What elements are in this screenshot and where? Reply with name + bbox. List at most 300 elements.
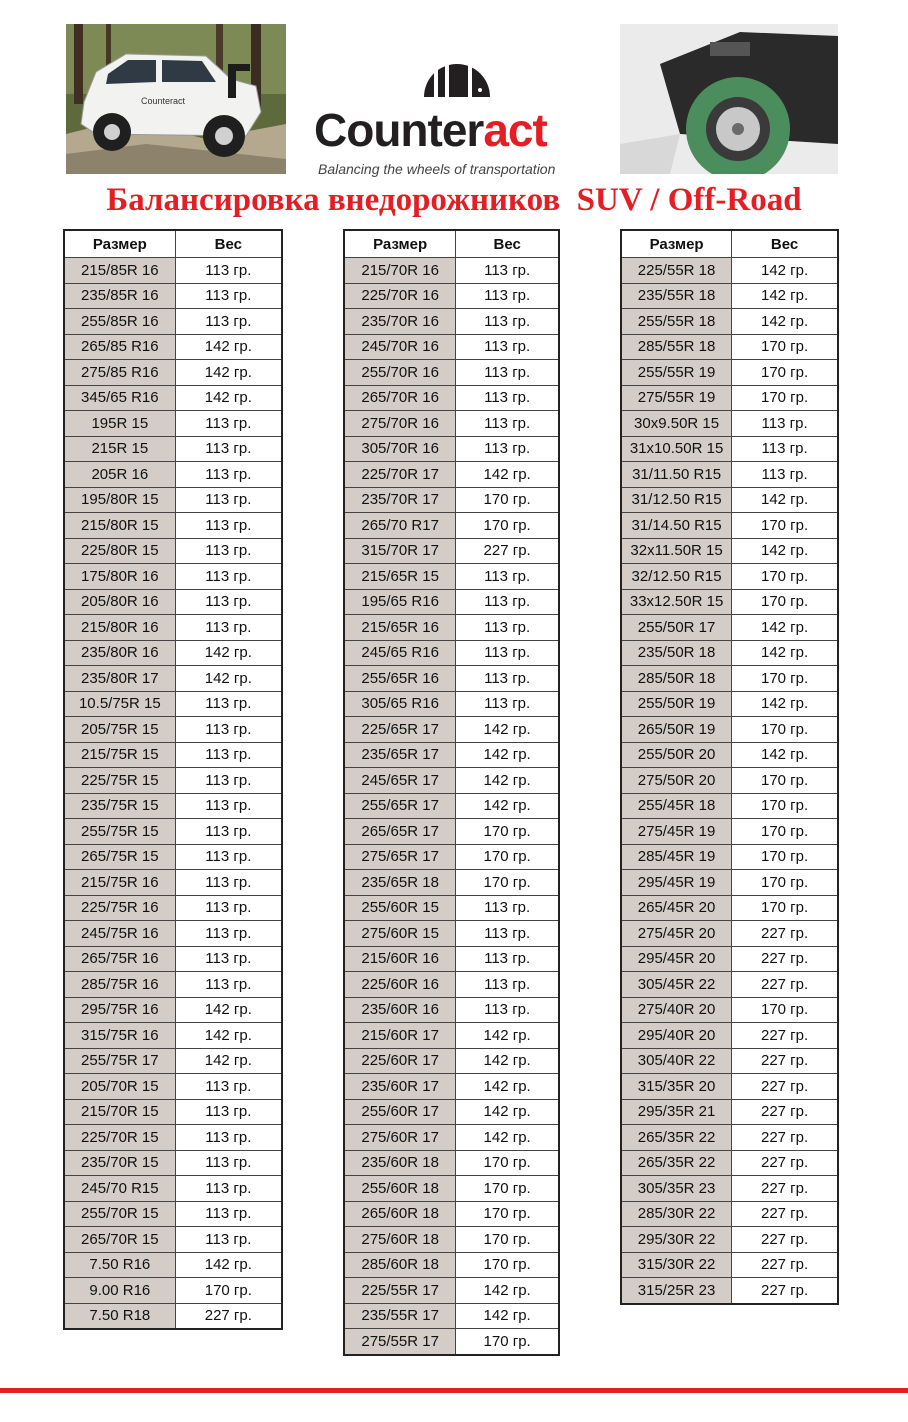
logo-tagline: Balancing the wheels of transportation (318, 161, 556, 177)
table-row (344, 258, 559, 284)
tire-size-cell: 315/35R 20 (621, 1074, 732, 1100)
table-row (64, 1150, 282, 1176)
weight-cell: 113 гр. (175, 793, 282, 819)
weight-cell: 113 гр. (175, 462, 282, 488)
tire-size-cell: 295/75R 16 (64, 997, 175, 1023)
tire-size-cell: 205R 16 (64, 462, 175, 488)
weight-cell: 227 гр. (456, 538, 559, 564)
tire-size-cell: 275/65R 17 (344, 844, 456, 870)
table-row (64, 1278, 282, 1304)
table-row (621, 1278, 838, 1304)
table-row (64, 309, 282, 335)
tire-size-cell: 215/60R 16 (344, 946, 456, 972)
table-row (621, 1048, 838, 1074)
tire-size-cell: 275/60R 18 (344, 1227, 456, 1253)
weight-cell: 142 гр. (456, 1048, 559, 1074)
tire-size-cell: 205/80R 16 (64, 589, 175, 615)
weight-cell: 113 гр. (175, 411, 282, 437)
weight-cell: 113 гр. (175, 564, 282, 590)
weight-cell: 170 гр. (732, 819, 838, 845)
tire-size-cell: 225/70R 16 (344, 283, 456, 309)
table-row (64, 895, 282, 921)
weight-cell: 142 гр. (456, 742, 559, 768)
tire-size-cell: 215/70R 16 (344, 258, 456, 284)
weight-cell: 113 гр. (456, 360, 559, 386)
tire-size-cell: 255/85R 16 (64, 309, 175, 335)
tire-size-cell: 195/65 R16 (344, 589, 456, 615)
table-row (64, 334, 282, 360)
weight-cell: 142 гр. (456, 1278, 559, 1304)
table-row (64, 1176, 282, 1202)
weight-cell: 170 гр. (456, 1176, 559, 1202)
table-row (344, 691, 559, 717)
tire-size-cell: 295/45R 19 (621, 870, 732, 896)
table-row (64, 768, 282, 794)
tire-size-cell: 215/60R 17 (344, 1023, 456, 1049)
tire-size-cell: 265/75R 15 (64, 844, 175, 870)
weight-cell: 142 гр. (732, 615, 838, 641)
weight-cell: 142 гр. (732, 742, 838, 768)
weight-cell: 170 гр. (456, 1252, 559, 1278)
tire-size-cell: 265/85 R16 (64, 334, 175, 360)
table-row (64, 844, 282, 870)
tire-size-cell: 235/70R 15 (64, 1150, 175, 1176)
table-row (64, 742, 282, 768)
tire-size-cell: 255/50R 20 (621, 742, 732, 768)
table-row (344, 360, 559, 386)
weight-cell: 113 гр. (456, 615, 559, 641)
weight-cell: 113 гр. (456, 589, 559, 615)
tire-size-cell: 255/45R 18 (621, 793, 732, 819)
weight-cell: 227 гр. (732, 1227, 838, 1253)
weight-cell: 227 гр. (732, 1176, 838, 1202)
page-headline: Балансировка внедорожников SUV / Off-Road (106, 182, 802, 218)
tire-size-cell: 315/75R 16 (64, 1023, 175, 1049)
tire-size-cell: 305/65 R16 (344, 691, 456, 717)
table-row (64, 1099, 282, 1125)
table-row (64, 615, 282, 641)
weight-cell: 113 гр. (175, 819, 282, 845)
table-row (344, 844, 559, 870)
tire-size-cell: 305/45R 22 (621, 972, 732, 998)
tire-size-cell: 255/70R 16 (344, 360, 456, 386)
table-row (621, 1125, 838, 1151)
tire-size-cell: 31/11.50 R15 (621, 462, 732, 488)
tire-size-cell: 275/45R 19 (621, 819, 732, 845)
table-row (621, 1150, 838, 1176)
weight-cell: 113 гр. (175, 1125, 282, 1151)
table-row (621, 640, 838, 666)
tire-size-cell: 215R 15 (64, 436, 175, 462)
weight-cell: 113 гр. (175, 921, 282, 947)
tire-size-cell: 215/80R 15 (64, 513, 175, 539)
tire-size-cell: 285/60R 18 (344, 1252, 456, 1278)
tire-size-cell: 255/65R 16 (344, 666, 456, 692)
weight-cell: 113 гр. (456, 436, 559, 462)
tire-size-cell: 215/65R 16 (344, 615, 456, 641)
tire-size-cell: 275/50R 20 (621, 768, 732, 794)
tire-size-cell: 255/70R 15 (64, 1201, 175, 1227)
weight-cell: 170 гр. (456, 487, 559, 513)
tire-size-cell: 265/70 R17 (344, 513, 456, 539)
tire-size-cell: 295/45R 20 (621, 946, 732, 972)
car-decal-text: Counteract (141, 96, 186, 106)
table-row (344, 462, 559, 488)
table-row (621, 1176, 838, 1202)
table-row (64, 513, 282, 539)
table-row (344, 1176, 559, 1202)
tire-size-cell: 305/40R 22 (621, 1048, 732, 1074)
tire-size-cell: 31x10.50R 15 (621, 436, 732, 462)
table-row (621, 717, 838, 743)
weight-cell: 113 гр. (175, 1074, 282, 1100)
weight-header: Вес (456, 230, 559, 258)
table-row (621, 997, 838, 1023)
weight-header: Вес (732, 230, 838, 258)
suv-photo-left (66, 24, 286, 174)
tire-size-cell: 9.00 R16 (64, 1278, 175, 1304)
weight-cell: 170 гр. (732, 564, 838, 590)
table-row (621, 946, 838, 972)
tire-size-cell: 275/45R 20 (621, 921, 732, 947)
tire-size-cell: 255/55R 18 (621, 309, 732, 335)
tire-size-cell: 295/30R 22 (621, 1227, 732, 1253)
table-row (344, 1252, 559, 1278)
table-row (64, 972, 282, 998)
weight-cell: 142 гр. (175, 997, 282, 1023)
table-row (64, 589, 282, 615)
weight-cell: 142 гр. (456, 1099, 559, 1125)
table-row (344, 487, 559, 513)
weight-cell: 142 гр. (732, 538, 838, 564)
weight-cell: 113 гр. (175, 283, 282, 309)
table-row (344, 1099, 559, 1125)
weight-cell: 227 гр. (732, 1252, 838, 1278)
weight-cell: 142 гр. (732, 691, 838, 717)
weight-cell: 170 гр. (732, 793, 838, 819)
table-row (344, 589, 559, 615)
weight-cell: 113 гр. (175, 615, 282, 641)
weight-cell: 113 гр. (175, 513, 282, 539)
table-row (621, 513, 838, 539)
weight-cell: 113 гр. (175, 1176, 282, 1202)
weight-cell: 142 гр. (732, 309, 838, 335)
weight-cell: 170 гр. (456, 1150, 559, 1176)
weight-cell: 170 гр. (732, 385, 838, 411)
weight-cell: 113 гр. (175, 309, 282, 335)
tire-size-cell: 255/60R 15 (344, 895, 456, 921)
weight-table-1 (63, 229, 283, 1330)
table-row (621, 921, 838, 947)
table-row (621, 283, 838, 309)
table-row (64, 691, 282, 717)
table-row (621, 334, 838, 360)
weight-cell: 142 гр. (175, 360, 282, 386)
table-row (64, 666, 282, 692)
tire-size-cell: 265/70R 16 (344, 385, 456, 411)
tire-size-cell: 225/60R 17 (344, 1048, 456, 1074)
weight-cell: 113 гр. (456, 921, 559, 947)
weight-cell: 113 гр. (175, 258, 282, 284)
tire-size-cell: 235/55R 18 (621, 283, 732, 309)
size-header: Размер (344, 230, 456, 258)
tire-size-cell: 235/50R 18 (621, 640, 732, 666)
table-row (344, 946, 559, 972)
weight-header: Вес (175, 230, 282, 258)
table-row (64, 1252, 282, 1278)
table-row (344, 640, 559, 666)
table-row (621, 972, 838, 998)
weight-cell: 113 гр. (175, 717, 282, 743)
tire-size-cell: 265/70R 15 (64, 1227, 175, 1253)
weight-cell: 227 гр. (175, 1303, 282, 1329)
table-row (621, 360, 838, 386)
weight-cell: 113 гр. (175, 1150, 282, 1176)
tire-size-cell: 7.50 R16 (64, 1252, 175, 1278)
table-row (344, 921, 559, 947)
table-row (621, 1074, 838, 1100)
tire-size-cell: 255/75R 15 (64, 819, 175, 845)
tire-size-cell: 205/70R 15 (64, 1074, 175, 1100)
tire-size-cell: 245/70 R15 (64, 1176, 175, 1202)
counteract-logo (312, 60, 582, 180)
table-row (621, 436, 838, 462)
weight-cell: 113 гр. (456, 283, 559, 309)
tire-size-cell: 275/85 R16 (64, 360, 175, 386)
weight-cell: 170 гр. (732, 717, 838, 743)
weight-cell: 142 гр. (175, 666, 282, 692)
weight-cell: 142 гр. (456, 1074, 559, 1100)
tire-size-cell: 285/45R 19 (621, 844, 732, 870)
weight-cell: 113 гр. (456, 895, 559, 921)
table-row (344, 385, 559, 411)
tire-size-cell: 255/55R 19 (621, 360, 732, 386)
weight-cell: 113 гр. (456, 385, 559, 411)
table-row (344, 768, 559, 794)
table-row (621, 538, 838, 564)
tire-size-cell: 275/55R 19 (621, 385, 732, 411)
tire-size-cell: 265/35R 22 (621, 1125, 732, 1151)
weight-cell: 113 гр. (175, 538, 282, 564)
table-row (344, 666, 559, 692)
tire-size-cell: 315/70R 17 (344, 538, 456, 564)
weight-cell: 142 гр. (456, 1125, 559, 1151)
tire-size-cell: 265/50R 19 (621, 717, 732, 743)
table-row (621, 258, 838, 284)
table-row (344, 1329, 559, 1355)
weight-cell: 142 гр. (456, 717, 559, 743)
table-row (621, 589, 838, 615)
weight-cell: 142 гр. (456, 793, 559, 819)
tire-size-cell: 225/55R 17 (344, 1278, 456, 1304)
table-row (621, 1252, 838, 1278)
table-row (64, 793, 282, 819)
weight-cell: 113 гр. (456, 258, 559, 284)
table-row (344, 1023, 559, 1049)
size-header: Размер (621, 230, 732, 258)
weight-cell: 142 гр. (732, 258, 838, 284)
table-row (64, 997, 282, 1023)
weight-cell: 113 гр. (456, 666, 559, 692)
weight-cell: 142 гр. (456, 768, 559, 794)
table-row (621, 895, 838, 921)
tire-size-cell: 225/65R 17 (344, 717, 456, 743)
tire-size-cell: 205/75R 15 (64, 717, 175, 743)
weight-cell: 227 гр. (732, 946, 838, 972)
svg-text:Counteract (314, 104, 547, 156)
table-row (344, 1125, 559, 1151)
table-row (344, 411, 559, 437)
tire-size-cell: 235/60R 16 (344, 997, 456, 1023)
table-row (621, 742, 838, 768)
table-row (64, 564, 282, 590)
logo-brand-suffix: act (483, 104, 547, 156)
tire-size-cell: 7.50 R18 (64, 1303, 175, 1329)
table-row (64, 411, 282, 437)
weight-cell: 170 гр. (732, 334, 838, 360)
weight-cell: 170 гр. (456, 513, 559, 539)
weight-cell: 142 гр. (456, 462, 559, 488)
table-row (64, 1201, 282, 1227)
table-row (621, 844, 838, 870)
tire-size-cell: 225/70R 15 (64, 1125, 175, 1151)
weight-cell: 113 гр. (175, 946, 282, 972)
tire-size-cell: 265/35R 22 (621, 1150, 732, 1176)
weight-cell: 227 гр. (732, 1023, 838, 1049)
tire-size-cell: 235/75R 15 (64, 793, 175, 819)
table-row (344, 870, 559, 896)
tire-size-cell: 235/80R 17 (64, 666, 175, 692)
table-row (64, 946, 282, 972)
tire-size-cell: 245/75R 16 (64, 921, 175, 947)
weight-cell: 142 гр. (456, 1023, 559, 1049)
tire-size-cell: 215/70R 15 (64, 1099, 175, 1125)
weight-cell: 113 гр. (456, 997, 559, 1023)
tire-size-cell: 245/65R 17 (344, 768, 456, 794)
tire-size-cell: 235/80R 16 (64, 640, 175, 666)
tire-size-cell: 10.5/75R 15 (64, 691, 175, 717)
weight-cell: 113 гр. (456, 411, 559, 437)
table-row (621, 1023, 838, 1049)
table-row (344, 538, 559, 564)
table-row (344, 1150, 559, 1176)
weight-cell: 170 гр. (732, 895, 838, 921)
tire-size-cell: 245/65 R16 (344, 640, 456, 666)
offroad-photo-right (620, 24, 838, 174)
weight-cell: 142 гр. (175, 640, 282, 666)
weight-cell: 113 гр. (175, 768, 282, 794)
table-row (64, 436, 282, 462)
weight-cell: 170 гр. (732, 513, 838, 539)
tire-size-cell: 265/75R 16 (64, 946, 175, 972)
table-row (64, 487, 282, 513)
weight-cell: 170 гр. (732, 666, 838, 692)
tire-size-cell: 235/85R 16 (64, 283, 175, 309)
counteract-logo-graphic (312, 60, 582, 180)
table-row (621, 691, 838, 717)
weight-cell: 113 гр. (456, 691, 559, 717)
table-row (64, 1074, 282, 1100)
tire-size-cell: 225/75R 16 (64, 895, 175, 921)
tire-size-cell: 295/40R 20 (621, 1023, 732, 1049)
weight-cell: 113 гр. (456, 640, 559, 666)
table-row (64, 1048, 282, 1074)
table-row (344, 819, 559, 845)
tire-size-cell: 32/12.50 R15 (621, 564, 732, 590)
tire-size-cell: 255/75R 17 (64, 1048, 175, 1074)
weight-cell: 113 гр. (175, 972, 282, 998)
offroad-truck-photo (620, 24, 838, 174)
weight-cell: 227 гр. (732, 1125, 838, 1151)
table-row (621, 462, 838, 488)
tire-size-cell: 225/60R 16 (344, 972, 456, 998)
tire-size-cell: 215/80R 16 (64, 615, 175, 641)
table-row (621, 615, 838, 641)
table-row (64, 462, 282, 488)
table-row (344, 895, 559, 921)
table-row (344, 615, 559, 641)
weight-cell: 113 гр. (732, 411, 838, 437)
weight-table-3 (620, 229, 839, 1305)
tire-size-cell: 31/14.50 R15 (621, 513, 732, 539)
table-row (64, 1023, 282, 1049)
table-row (344, 564, 559, 590)
tire-size-cell: 31/12.50 R15 (621, 487, 732, 513)
tire-size-cell: 215/65R 15 (344, 564, 456, 590)
weight-cell: 227 гр. (732, 1074, 838, 1100)
weight-cell: 227 гр. (732, 1278, 838, 1304)
table-row (621, 819, 838, 845)
tire-size-cell: 225/70R 17 (344, 462, 456, 488)
table-row (64, 870, 282, 896)
tire-size-cell: 255/60R 17 (344, 1099, 456, 1125)
tire-size-cell: 235/60R 17 (344, 1074, 456, 1100)
table-row (344, 1201, 559, 1227)
table-row (621, 1201, 838, 1227)
table-row (621, 564, 838, 590)
weight-cell: 142 гр. (732, 487, 838, 513)
table-row (344, 283, 559, 309)
table-row (344, 1227, 559, 1253)
tire-size-cell: 225/75R 15 (64, 768, 175, 794)
table-row (344, 793, 559, 819)
weight-cell: 170 гр. (456, 819, 559, 845)
table-row (64, 921, 282, 947)
tire-size-cell: 285/75R 16 (64, 972, 175, 998)
weight-cell: 142 гр. (456, 1303, 559, 1329)
tire-size-cell: 195R 15 (64, 411, 175, 437)
tire-size-cell: 285/50R 18 (621, 666, 732, 692)
table-row (64, 1303, 282, 1329)
weight-cell: 170 гр. (175, 1278, 282, 1304)
weight-cell: 227 гр. (732, 921, 838, 947)
weight-cell: 113 гр. (175, 742, 282, 768)
table-row (621, 385, 838, 411)
tire-size-cell: 275/55R 17 (344, 1329, 456, 1355)
table-row (344, 436, 559, 462)
weight-cell: 170 гр. (456, 1227, 559, 1253)
weight-cell: 142 гр. (175, 334, 282, 360)
tire-size-cell: 235/60R 18 (344, 1150, 456, 1176)
table-row (64, 283, 282, 309)
weight-cell: 113 гр. (175, 1227, 282, 1253)
weight-cell: 170 гр. (456, 844, 559, 870)
weight-cell: 142 гр. (175, 385, 282, 411)
tire-size-cell: 295/35R 21 (621, 1099, 732, 1125)
tire-size-cell: 255/65R 17 (344, 793, 456, 819)
weight-cell: 227 гр. (732, 1099, 838, 1125)
weight-cell: 113 гр. (175, 436, 282, 462)
